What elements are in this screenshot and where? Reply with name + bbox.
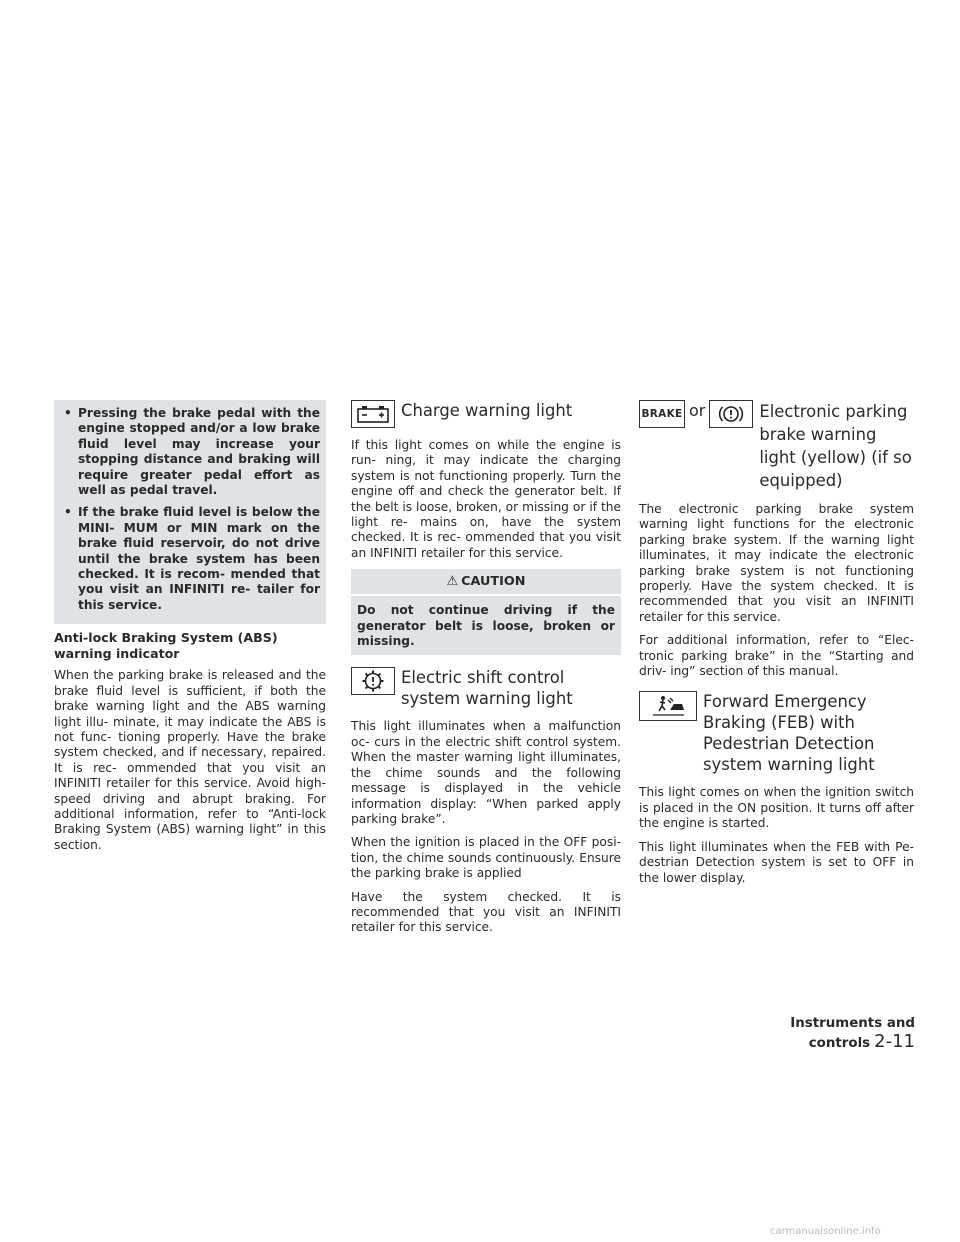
page-footer: [705, 1012, 915, 1052]
shift-paragraph-1: This light illuminates when a malfunction oc- curs in the electric shift control system. When the master warning light illuminates, the chime sounds and the following message is displayed in the vehicle information display: “When parked apply parking brake”.: [351, 719, 621, 826]
shift-paragraph-3: Have the system checked. It is recommended that you visit an INFINITI retailer for this service.: [351, 889, 621, 935]
epb-title: Electronic parking brake warning light (yellow) (if so equipped): [759, 402, 912, 490]
shift-title: Electric shift control system warning light: [401, 668, 573, 709]
warning-triangle-icon: ⚠: [446, 574, 459, 590]
page-number: 2-11: [874, 1031, 915, 1052]
battery-icon: [351, 400, 395, 428]
warning-bullets-box: [54, 400, 326, 624]
bullet-item: • If the brake fluid level is below the MINI- MUM or MIN mark on the brake fluid reservoir, do not drive until the brake system has been checked. It is recom- mended that you visit an INFINITI re- tailer for this service.: [64, 505, 320, 612]
watermark: carmanualsonline.info: [770, 1226, 881, 1237]
or-text: or: [689, 401, 706, 420]
shift-heading: [351, 667, 621, 709]
brake-icon: BRAKE: [639, 400, 685, 428]
feb-paragraph-2: This light illuminates when the FEB with Pe- destrian Detection system is set to OFF in the lower display.: [639, 839, 914, 885]
column-middle: [351, 400, 621, 944]
abs-subheading: Anti-lock Braking System (ABS) warning indicator: [54, 630, 278, 662]
epb-paragraph-2: For additional information, refer to “Elec- tronic parking brake” in the “Starting and driv- ing” section of this manual.: [639, 633, 914, 679]
car-pedestrian-icon: [639, 691, 697, 721]
feb-title: Forward Emergency Braking (FEB) with Pedestrian Detection system warning light: [703, 692, 875, 775]
parking-brake-circle-icon: [709, 400, 753, 428]
feb-heading: [639, 691, 914, 775]
abs-paragraph: When the parking brake is released and the brake fluid level is sufficient, if both the brake warning light and the ABS warning light illu- minate, it may indicate the ABS is not func- tioning properly. Have the brake system checked, and if necessary, repaired. It is rec- ommended that you visit an INFINITI retailer for this service. Avoid high-speed driving and abrupt braking. For additional information, refer to “Anti-lock Braking System (ABS) warning light” in this section.: [54, 668, 326, 852]
epb-paragraph-1: The electronic parking brake system warning light functions for the electronic parking brake system. If the warning light illuminates, it may indicate the electronic parking brake system is not functioning properly. Have the system checked. It is recommended that you visit an INFINITI retailer for this service.: [639, 502, 914, 624]
shift-paragraph-2: When the ignition is placed in the OFF posi- tion, the chime sounds continuously. Ensure the parking brake is applied: [351, 835, 621, 881]
charge-title: Charge warning light: [401, 401, 573, 420]
caution-label: CAUTION: [461, 574, 526, 590]
section-name: Instruments and controls: [790, 1016, 915, 1051]
charge-heading: [351, 400, 621, 428]
column-right: [639, 400, 914, 894]
gear-exclamation-icon: [351, 667, 395, 695]
column-left: [54, 400, 326, 861]
caution-box: [351, 569, 621, 655]
caution-text: Do not continue driving if the generator belt is loose, broken or missing.: [357, 603, 615, 649]
feb-paragraph-1: This light comes on when the ignition switch is placed in the ON position. It turns off after the engine is started.: [639, 785, 914, 831]
bullet-item: • Pressing the brake pedal with the engine stopped and/or a low brake fluid level may increase your stopping distance and braking will require greater pedal effort as well as pedal travel.: [64, 406, 320, 498]
epb-heading: [639, 400, 914, 492]
charge-paragraph: If this light comes on while the engine is run- ning, it may indicate the charging system is not functioning properly. Turn the engine off and check the generator belt. If the belt is loose, broken, or missing or if the light re- mains on, have the system checked. It is rec- ommended that you visit an INFINITI retailer for this service.: [351, 438, 621, 560]
